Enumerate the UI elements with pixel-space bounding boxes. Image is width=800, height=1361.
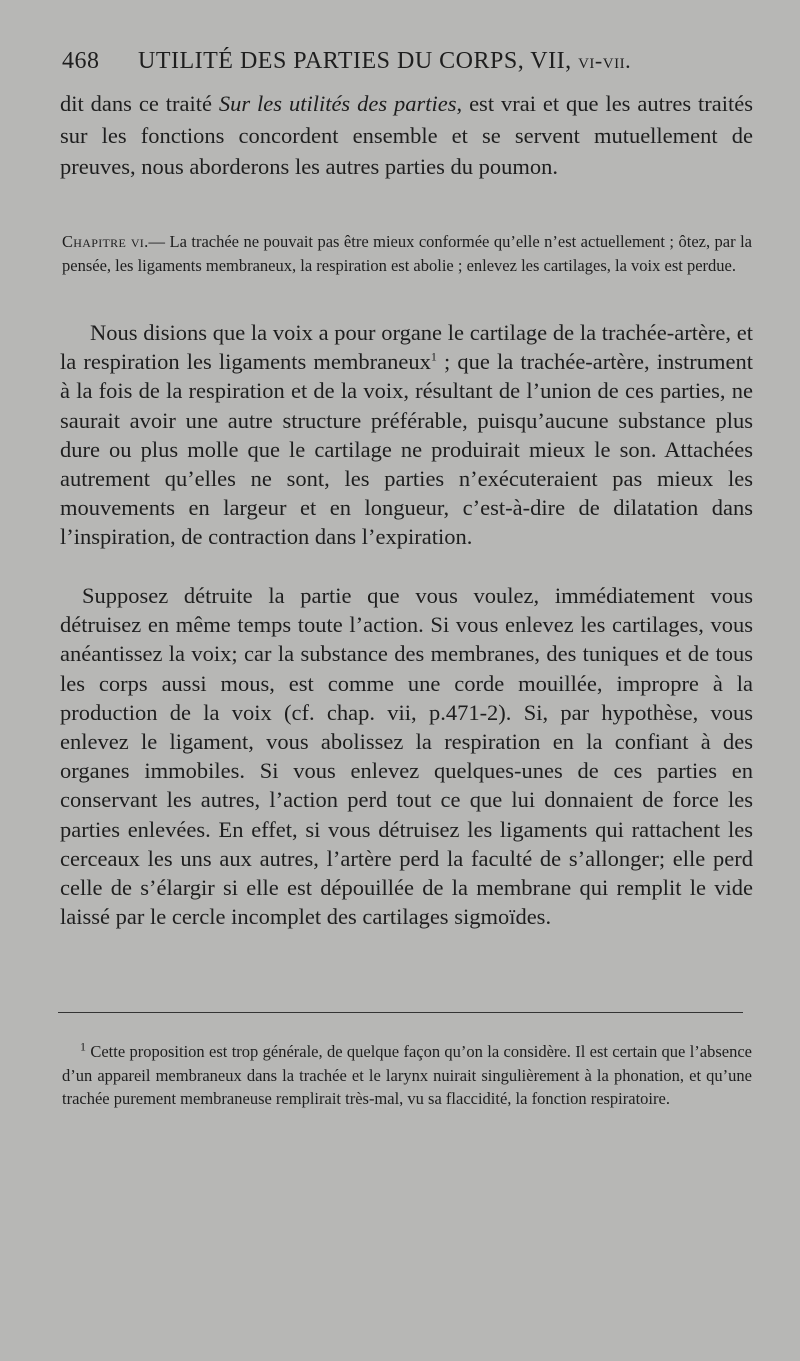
footnote — [62, 1040, 752, 1111]
footnote-divider — [58, 1012, 743, 1013]
opening-text: dit dans ce traité Sur les utilités des parties, est vrai et que les autres traités sur les fonctions concordent ensemble et se servent mutuellement de preuves, nous aborderons les autres parties du poumon. — [60, 91, 753, 179]
chapter-range: vi-vii. — [578, 48, 632, 73]
paragraph-2-start: Nous disions que la voix a pour organe le cartilage de la trachée-artère, et la respiration les ligaments membraneux — [60, 320, 753, 375]
chapter-label: Chapitre vi. — [62, 232, 149, 251]
paragraph-3-text: Supposez détruite la partie que vous voulez, immédiatement vous détruisez en même temps toute l’action. Si vous enlevez les cartilages, vous anéantissez la voix; car la substance des membranes, des tuniques et de tous les corps aussi mous, est comme une corde mouillée, impropre à la production de la voix (cf. chap. vii, p.471-2). Si, par hypothèse, vous enlevez le ligament, vous abolissez la respiration en la confiant à des organes immobiles. Si vous enlevez quelques-unes de ces parties en conservant les autres, l’action perd tout ce que lui donnaient de force les parties enlevées. En effet, si vous détruisez les ligaments qui rattachent les cerceaux les uns aux autres, l’artère perd la faculté de s’allonger; elle perd celle de s’élargir si elle est dépouillée de la membrane qui remplit le vide laissé par le cercle incomplet des cartilages sigmoïdes. — [60, 583, 753, 930]
paragraph-3 — [60, 581, 753, 931]
chapter-summary — [62, 230, 752, 278]
paragraph-2-end: ; que la trachée-artère, instrument à la fois de la respiration et de la voix, résultant de l’union de ces parties, ne saurait avoir une autre structure préférable, puisqu’aucune substance plus dure ou plus molle que le cartilage ne produirait mieux le son. Attachées autrement qu’elles ne sont, les parties n’exécuteraient pas mieux les mouvements en largeur et en longueur, c’est-à-dire de dilatation dans l’inspiration, de contraction dans l’expiration. — [60, 349, 753, 550]
cited-work-title: Sur les utilités des parties — [218, 91, 457, 116]
opening-paragraph — [60, 88, 753, 183]
running-title: UTILITÉ DES PARTIES DU CORPS, VII, — [138, 48, 572, 74]
page-number: 468 — [62, 48, 100, 74]
chapter-summary-text: — La trachée ne pouvait pas être mieux conformée qu’elle n’est actuellement ; ôtez, par la pensée, les ligaments membraneux, la respiration est abolie ; enlevez les cartilages, la voix est perdue. — [62, 232, 752, 275]
footnote-mark: 1 — [80, 1039, 86, 1054]
running-header — [62, 48, 662, 75]
footnote-text: Cette proposition est trop générale, de quelque façon qu’on la considère. Il est certain que l’absence d’un appareil membraneux dans la trachée et le larynx nuirait singulièrement à la phonation, et qu’une trachée purement membraneuse remplirait très-mal, vu sa flaccidité, la fonction respiratoire. — [62, 1042, 752, 1108]
footnote-reference[interactable]: 1 — [430, 349, 437, 364]
paragraph-2 — [60, 318, 753, 552]
